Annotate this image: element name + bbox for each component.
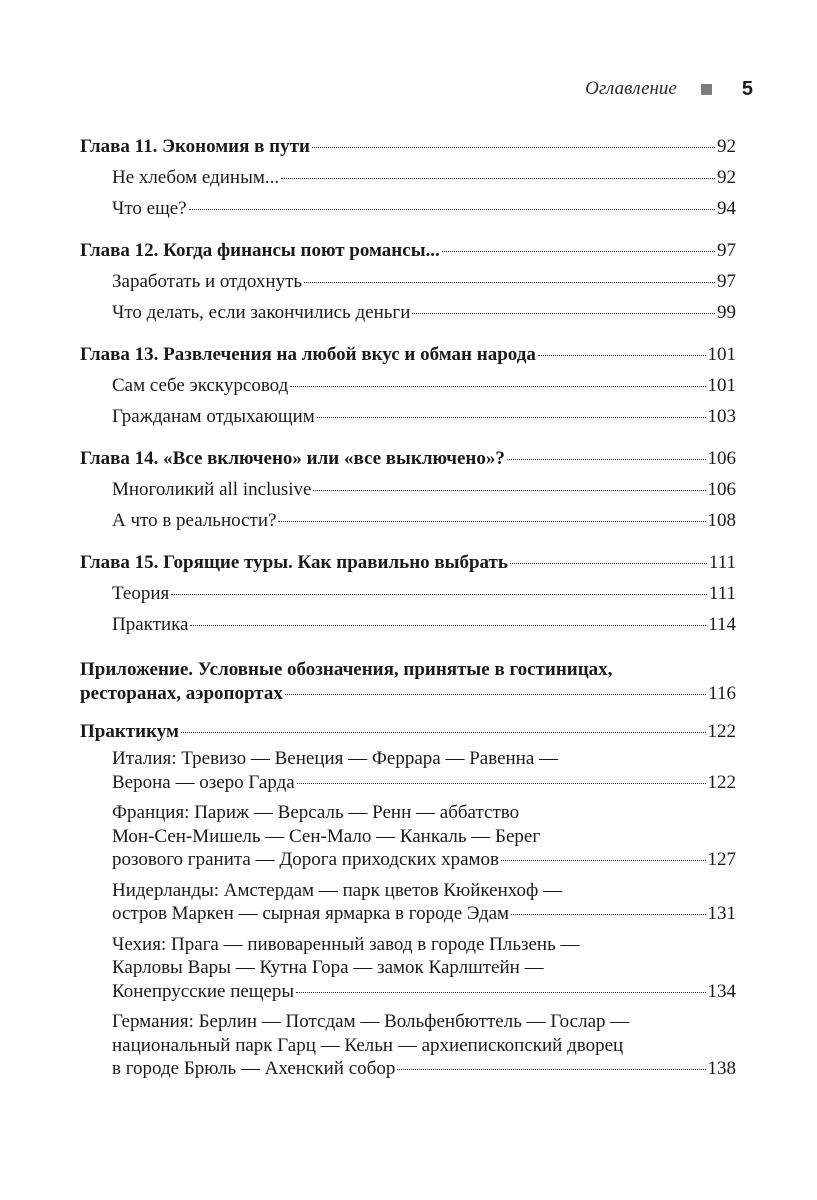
- entry-title: Не хлебом единым...: [112, 167, 280, 188]
- toc-entry-section[interactable]: [80, 370, 736, 401]
- entry-title: Заработать и отдохнуть: [112, 271, 303, 292]
- toc-entry-section[interactable]: [80, 505, 736, 536]
- toc-entry-chapter-13[interactable]: [80, 339, 736, 370]
- entry-title: Что еще?: [112, 198, 187, 219]
- dot-leader: [510, 563, 707, 564]
- entry-page: 92: [717, 167, 736, 188]
- entry-title-line: Мон-Сен-Мишель — Сен-Мало — Канкаль — Берег: [112, 825, 541, 847]
- entry-page: 122: [707, 721, 736, 742]
- entry-title: А что в реальности?: [112, 510, 277, 531]
- entry-page: 101: [707, 344, 736, 365]
- entry-title: ресторанах, аэропортах: [80, 682, 283, 704]
- toc-entry-netherlands[interactable]: [80, 879, 736, 926]
- entry-page: 103: [707, 406, 736, 427]
- entry-title-line: Германия: Берлин — Потсдам — Вольфенбюттель — Гослар —: [112, 1011, 630, 1032]
- entry-title: остров Маркен — сырная ярмарка в городе Эдам: [112, 903, 510, 924]
- toc-entry-chapter-15[interactable]: [80, 547, 736, 578]
- entry-title: в городе Брюль — Ахенский собор: [112, 1058, 396, 1079]
- entry-page: 131: [707, 903, 736, 924]
- entry-page: 106: [707, 448, 736, 469]
- entry-title: Теория: [112, 583, 170, 604]
- toc-entry-chapter-12[interactable]: [80, 235, 736, 266]
- square-ornament-icon: [701, 84, 712, 95]
- entry-title: Многоликий all inclusive: [112, 479, 312, 500]
- toc-group-chapter-13: [80, 339, 736, 432]
- dot-leader: [312, 147, 715, 148]
- toc-entry-france[interactable]: [80, 801, 736, 872]
- dot-leader: [538, 355, 706, 356]
- toc-entry-section[interactable]: [80, 474, 736, 505]
- entry-title: Практикум: [80, 721, 179, 742]
- entry-title-line: Италия: Тревизо — Венеция — Феррара — Равенна —: [112, 748, 559, 769]
- toc-entry-section[interactable]: [80, 162, 736, 193]
- entry-title-line: Франция: Париж — Версаль — Ренн — аббатство: [112, 802, 520, 823]
- entry-page: 97: [717, 240, 736, 261]
- entry-page: 114: [708, 614, 736, 635]
- toc-entry-section[interactable]: [80, 401, 736, 432]
- entry-page: 99: [717, 302, 736, 323]
- dot-leader: [313, 490, 705, 491]
- dot-leader: [181, 732, 706, 733]
- dot-leader: [304, 282, 715, 283]
- entry-title: Глава 11. Экономия в пути: [80, 136, 310, 157]
- dot-leader: [507, 459, 706, 460]
- toc-entry-italy[interactable]: [80, 747, 736, 794]
- entry-last-line: [80, 771, 736, 795]
- entry-title: Гражданам отдыхающим: [112, 406, 315, 427]
- entry-page: 106: [707, 479, 736, 500]
- toc-entry-section[interactable]: [80, 609, 736, 640]
- dot-leader: [296, 992, 705, 993]
- entry-title-line: национальный парк Гарц — Кельн — архиепископский дворец: [112, 1034, 624, 1056]
- dot-leader: [285, 694, 706, 695]
- dot-leader: [317, 417, 706, 418]
- toc-entry-section[interactable]: [80, 297, 736, 328]
- entry-page: 97: [717, 271, 736, 292]
- entry-page: 134: [707, 980, 736, 1002]
- toc-entry-section[interactable]: [80, 193, 736, 224]
- toc-entry-germany[interactable]: [80, 1010, 736, 1081]
- entry-title: Глава 14. «Все включено» или «все выключено»?: [80, 448, 505, 469]
- toc-entry-section[interactable]: [80, 266, 736, 297]
- dot-leader: [171, 594, 707, 595]
- header-title: Оглавление: [585, 78, 677, 99]
- dot-leader: [290, 386, 705, 387]
- dot-leader: [281, 178, 715, 179]
- appendix-title-line: Приложение. Условные обозначения, принятые в гостиницах,: [80, 659, 613, 680]
- toc-entry-practicum[interactable]: [80, 716, 736, 747]
- entry-page: 108: [707, 510, 736, 531]
- dot-leader: [297, 783, 706, 784]
- entry-title: Глава 13. Развлечения на любой вкус и обман народа: [80, 344, 536, 365]
- toc-group-chapter-15: [80, 547, 736, 640]
- toc-group-practicum: [80, 716, 736, 1081]
- entry-title: Что делать, если закончились деньги: [112, 302, 411, 323]
- entry-page: 127: [707, 849, 736, 870]
- dot-leader: [190, 625, 706, 626]
- entry-page: 122: [707, 771, 736, 793]
- toc-group-chapter-11: [80, 131, 736, 224]
- dot-leader: [501, 860, 705, 861]
- toc-entry-appendix[interactable]: [80, 682, 736, 706]
- entry-page: 92: [717, 136, 736, 157]
- toc-entry-section[interactable]: [80, 578, 736, 609]
- table-of-contents: [80, 131, 736, 1092]
- entry-page: 138: [707, 1058, 736, 1079]
- entry-title: Глава 15. Горящие туры. Как правильно выбрать: [80, 552, 508, 573]
- page-number: 5: [741, 77, 753, 100]
- entry-page: 101: [707, 375, 736, 396]
- dot-leader: [189, 209, 715, 210]
- entry-last-line: [80, 980, 736, 1004]
- entry-last-line: [80, 902, 736, 926]
- entry-title-line: Карловы Вары — Кутна Гора — замок Карлштейн —: [112, 957, 544, 978]
- entry-page: 111: [708, 552, 736, 573]
- entry-title: Практика: [112, 614, 189, 635]
- entry-title: Верона — озеро Гарда: [112, 771, 295, 793]
- toc-entry-chapter-11[interactable]: [80, 131, 736, 162]
- toc-entry-chapter-14[interactable]: [80, 443, 736, 474]
- entry-title-line: Нидерланды: Амстердам — парк цветов Кюйкенхоф —: [112, 879, 563, 901]
- dot-leader: [278, 521, 705, 522]
- entry-title: Глава 12. Когда финансы поют романсы...: [80, 240, 440, 261]
- dot-leader: [442, 251, 715, 252]
- dot-leader: [412, 313, 715, 314]
- entry-page: 94: [717, 198, 736, 219]
- toc-entry-czech[interactable]: [80, 933, 736, 1004]
- entry-title-line: Чехия: Прага — пивоваренный завод в городе Пльзень —: [112, 933, 580, 955]
- entry-title: Сам себе экскурсовод: [112, 375, 289, 396]
- dot-leader: [397, 1069, 705, 1070]
- toc-group-chapter-14: [80, 443, 736, 536]
- entry-page: 111: [708, 583, 736, 604]
- running-header: [80, 76, 753, 102]
- entry-title: розового гранита — Дорога приходских храмов: [112, 849, 500, 870]
- toc-group-appendix: [80, 658, 736, 705]
- entry-last-line: [80, 1057, 736, 1081]
- entry-page: 116: [708, 682, 736, 704]
- entry-last-line: [80, 848, 736, 872]
- entry-title: Конепрусские пещеры: [112, 980, 295, 1002]
- toc-group-chapter-12: [80, 235, 736, 328]
- dot-leader: [511, 914, 705, 915]
